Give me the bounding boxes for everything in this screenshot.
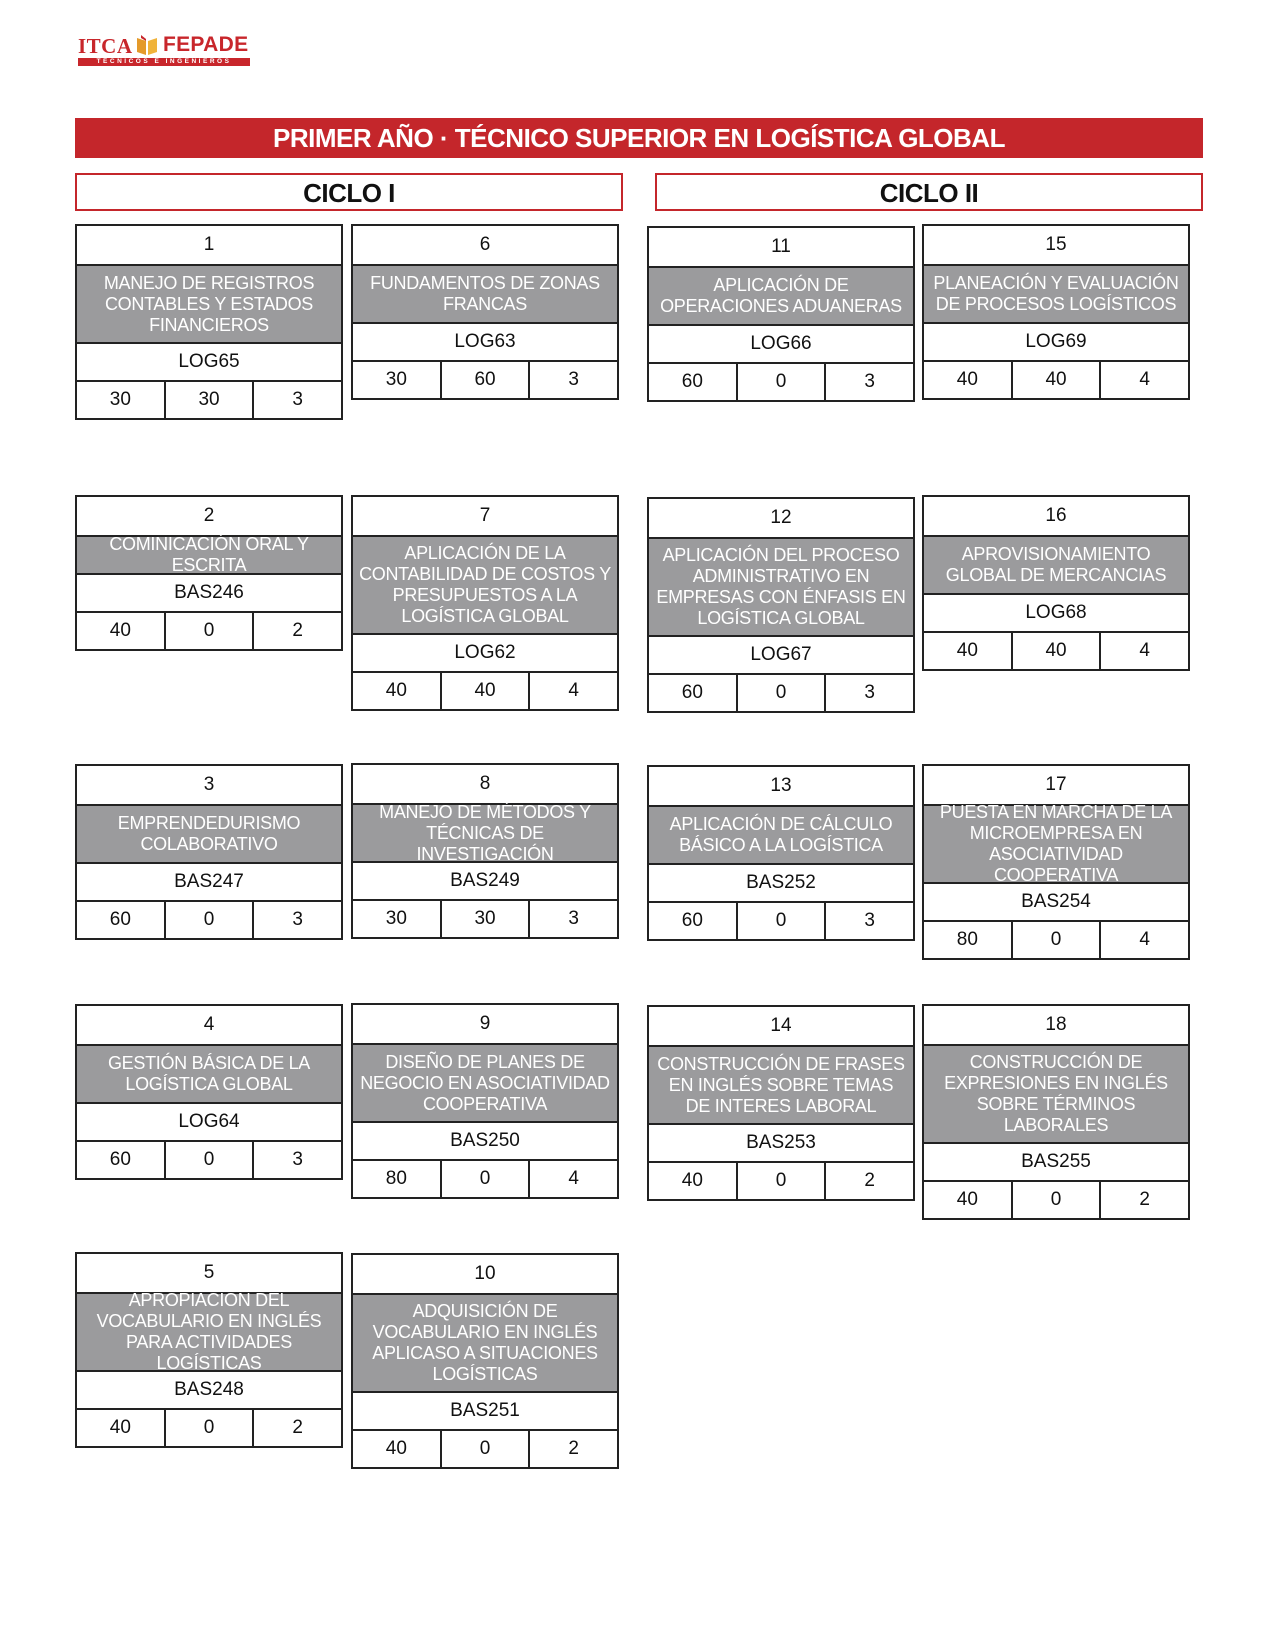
course-hours-row: [924, 1182, 1188, 1218]
course-name: APLICACIÓN DE LA CONTABILIDAD DE COSTOS Y PRESUPUESTOS A LA LOGÍSTICA GLOBAL: [353, 537, 617, 635]
course-hours-1: 80: [924, 922, 1013, 958]
course-number: 5: [77, 1254, 341, 1294]
course-hours-1: 40: [77, 613, 166, 649]
course-card: [351, 1253, 619, 1469]
ciclo-2-header: CICLO II: [655, 173, 1203, 211]
course-name: MANEJO DE REGISTROS CONTABLES Y ESTADOS FINANCIEROS: [77, 266, 341, 344]
course-number: 17: [924, 766, 1188, 806]
ciclo-1-header: CICLO I: [75, 173, 623, 211]
book-icon: [135, 34, 159, 56]
course-name: EMPRENDEDURISMO COLABORATIVO: [77, 806, 341, 864]
course-hours-1: 30: [353, 362, 442, 398]
course-number: 7: [353, 497, 617, 537]
course-credits: 2: [1139, 1189, 1150, 1210]
course-credits: 2: [292, 620, 303, 641]
course-hours-row: [649, 675, 913, 711]
course-hours-row: [77, 613, 341, 649]
course-number: 15: [924, 226, 1188, 266]
course-hours-row: [924, 922, 1188, 958]
course-hours-2: 0: [166, 902, 255, 938]
course-number: 6: [353, 226, 617, 266]
course-hours-1: 40: [924, 362, 1013, 398]
course-hours-row: [353, 901, 617, 937]
course-name: APLICACIÓN DE CÁLCULO BÁSICO A LA LOGÍSTICA: [649, 807, 913, 865]
course-hours-1: 30: [353, 901, 442, 937]
course-name: MANEJO DE MÉTODOS Y TÉCNICAS DE INVESTIGACIÓN: [353, 805, 617, 863]
course-card: [351, 495, 619, 711]
course-hours-1: 60: [649, 903, 738, 939]
course-card: [922, 1004, 1190, 1220]
course-code: LOG67: [649, 637, 913, 675]
course-card: [647, 1005, 915, 1201]
course-name: CONSTRUCCIÓN DE EXPRESIONES EN INGLÉS SOBRE TÉRMINOS LABORALES: [924, 1046, 1188, 1144]
course-card: [647, 226, 915, 402]
course-hours-1: 60: [649, 675, 738, 711]
course-hours-row: [353, 1161, 617, 1197]
course-code: LOG66: [649, 326, 913, 364]
course-hours-2: 0: [738, 364, 827, 400]
course-hours-row: [353, 362, 617, 398]
course-code: BAS249: [353, 863, 617, 901]
course-credits: 4: [568, 680, 579, 701]
course-code: BAS247: [77, 864, 341, 902]
course-number: 1: [77, 226, 341, 266]
course-credits: 2: [864, 1170, 875, 1191]
course-code: LOG64: [77, 1104, 341, 1142]
course-hours-row: [924, 633, 1188, 669]
course-hours-2: 0: [1013, 1182, 1102, 1218]
course-hours-1: 40: [649, 1163, 738, 1199]
course-hours-2: 0: [166, 1410, 255, 1446]
course-number: 10: [353, 1255, 617, 1295]
course-hours-2: 0: [738, 903, 827, 939]
course-hours-2: 0: [166, 613, 255, 649]
course-hours-row: [77, 902, 341, 938]
course-number: 12: [649, 499, 913, 539]
course-card: [351, 763, 619, 939]
course-code: LOG63: [353, 324, 617, 362]
course-credits: 3: [292, 389, 303, 410]
course-hours-2: 60: [442, 362, 531, 398]
course-number: 11: [649, 228, 913, 268]
course-hours-1: 60: [77, 902, 166, 938]
course-hours-2: 30: [166, 382, 255, 418]
course-name: APROVISIONAMIENTO GLOBAL DE MERCANCIAS: [924, 537, 1188, 595]
course-card: [351, 1003, 619, 1199]
course-credits: 3: [864, 682, 875, 703]
logo-itca-text: ITCA: [78, 34, 133, 58]
course-credits: 4: [1139, 640, 1150, 661]
course-credits: 3: [568, 908, 579, 929]
course-number: 18: [924, 1006, 1188, 1046]
course-name: APROPIACIÓN DEL VOCABULARIO EN INGLÉS PARA ACTIVIDADES LOGÍSTICAS: [77, 1294, 341, 1372]
course-hours-1: 40: [353, 1431, 442, 1467]
course-code: BAS251: [353, 1393, 617, 1431]
course-hours-row: [649, 364, 913, 400]
course-hours-2: 30: [442, 901, 531, 937]
course-hours-row: [353, 1431, 617, 1467]
course-hours-row: [353, 673, 617, 709]
course-code: BAS252: [649, 865, 913, 903]
course-number: 14: [649, 1007, 913, 1047]
course-hours-row: [77, 1142, 341, 1178]
course-hours-row: [649, 903, 913, 939]
course-card: [75, 764, 343, 940]
course-hours-2: 40: [1013, 362, 1102, 398]
course-name: DISEÑO DE PLANES DE NEGOCIO EN ASOCIATIVIDAD COOPERATIVA: [353, 1045, 617, 1123]
course-hours-2: 0: [166, 1142, 255, 1178]
course-number: 8: [353, 765, 617, 805]
course-hours-row: [924, 362, 1188, 398]
course-credits: 4: [1139, 929, 1150, 950]
course-hours-2: 0: [1013, 922, 1102, 958]
course-card: [922, 764, 1190, 960]
course-card: [922, 495, 1190, 671]
course-name: CONSTRUCCIÓN DE FRASES EN INGLÉS SOBRE TEMAS DE INTERES LABORAL: [649, 1047, 913, 1125]
course-hours-1: 40: [353, 673, 442, 709]
course-code: LOG65: [77, 344, 341, 382]
course-card: [75, 224, 343, 420]
logo-fepade-text: FEPADE: [163, 33, 249, 56]
course-hours-1: 40: [924, 633, 1013, 669]
course-hours-row: [77, 382, 341, 418]
course-hours-2: 0: [442, 1431, 531, 1467]
course-number: 13: [649, 767, 913, 807]
course-hours-row: [649, 1163, 913, 1199]
course-code: BAS255: [924, 1144, 1188, 1182]
course-credits: 2: [568, 1438, 579, 1459]
course-name: APLICACIÓN DE OPERACIONES ADUANERAS: [649, 268, 913, 326]
course-hours-2: 40: [442, 673, 531, 709]
course-hours-2: 0: [738, 1163, 827, 1199]
course-name: ADQUISICIÓN DE VOCABULARIO EN INGLÉS APLICASO A SITUACIONES LOGÍSTICAS: [353, 1295, 617, 1393]
course-name: GESTIÓN BÁSICA DE LA LOGÍSTICA GLOBAL: [77, 1046, 341, 1104]
course-name: PLANEACIÓN Y EVALUACIÓN DE PROCESOS LOGÍSTICOS: [924, 266, 1188, 324]
course-card: [922, 224, 1190, 400]
course-name: COMINICACIÓN ORAL Y ESCRITA: [77, 537, 341, 575]
course-code: BAS253: [649, 1125, 913, 1163]
course-credits: 3: [864, 371, 875, 392]
course-hours-row: [77, 1410, 341, 1446]
course-hours-1: 60: [649, 364, 738, 400]
course-code: LOG68: [924, 595, 1188, 633]
course-code: BAS248: [77, 1372, 341, 1410]
course-credits: 4: [1139, 369, 1150, 390]
course-credits: 3: [292, 1149, 303, 1170]
itca-fepade-logo: [78, 32, 253, 68]
course-hours-2: 0: [442, 1161, 531, 1197]
course-code: BAS254: [924, 884, 1188, 922]
program-banner: PRIMER AÑO · TÉCNICO SUPERIOR EN LOGÍSTICA GLOBAL: [75, 118, 1203, 158]
course-credits: 2: [292, 1417, 303, 1438]
course-credits: 3: [568, 369, 579, 390]
course-credits: 4: [568, 1168, 579, 1189]
course-number: 16: [924, 497, 1188, 537]
course-name: PUESTA EN MARCHA DE LA MICROEMPRESA EN ASOCIATIVIDAD COOPERATIVA: [924, 806, 1188, 884]
course-credits: 3: [292, 909, 303, 930]
course-hours-2: 40: [1013, 633, 1102, 669]
course-name: FUNDAMENTOS DE ZONAS FRANCAS: [353, 266, 617, 324]
logo-subtitle: TÉCNICOS E INGENIEROS: [96, 58, 232, 65]
course-code: BAS250: [353, 1123, 617, 1161]
course-card: [75, 1252, 343, 1448]
course-number: 2: [77, 497, 341, 537]
course-hours-2: 0: [738, 675, 827, 711]
course-credits: 3: [864, 910, 875, 931]
course-card: [351, 224, 619, 400]
course-card: [75, 495, 343, 651]
course-hours-1: 30: [77, 382, 166, 418]
course-number: 9: [353, 1005, 617, 1045]
course-code: BAS246: [77, 575, 341, 613]
course-card: [647, 497, 915, 713]
course-hours-1: 80: [353, 1161, 442, 1197]
course-card: [647, 765, 915, 941]
course-number: 3: [77, 766, 341, 806]
course-hours-1: 40: [77, 1410, 166, 1446]
course-number: 4: [77, 1006, 341, 1046]
course-hours-1: 40: [924, 1182, 1013, 1218]
course-card: [75, 1004, 343, 1180]
course-code: LOG62: [353, 635, 617, 673]
course-name: APLICACIÓN DEL PROCESO ADMINISTRATIVO EN EMPRESAS CON ÉNFASIS EN LOGÍSTICA GLOBAL: [649, 539, 913, 637]
course-hours-1: 60: [77, 1142, 166, 1178]
course-code: LOG69: [924, 324, 1188, 362]
